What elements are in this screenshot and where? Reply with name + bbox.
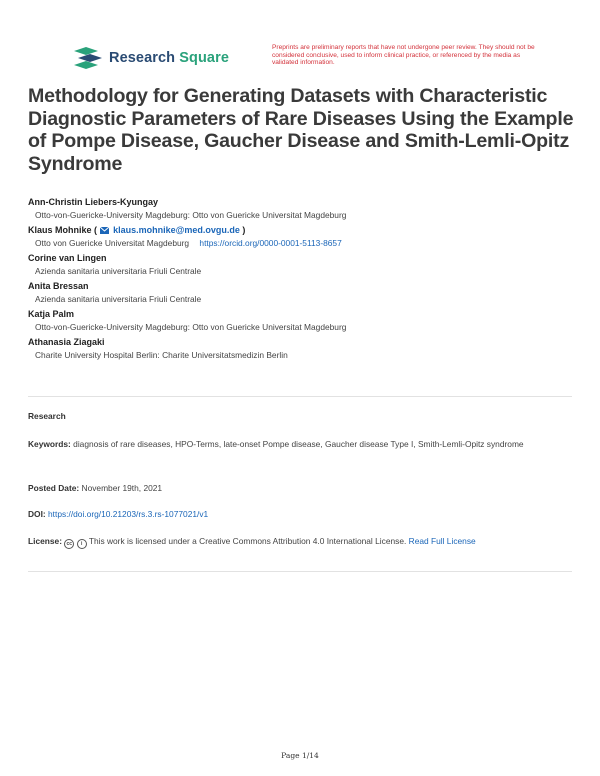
author-entry	[28, 280, 578, 306]
paper-title: Methodology for Generating Datasets with Characteristic Diagnostic Parameters of Rare Diseases Using the Example of Pompe Disease, Gaucher Disease and Smith-Lemli-Opitz Syndrome	[28, 85, 574, 175]
keywords	[28, 438, 576, 451]
license-text: This work is licensed under a Creative Commons Attribution 4.0 International License.	[88, 536, 407, 546]
author-name: Ann-Christin Liebers-Kyungay	[28, 197, 159, 207]
author-email-link[interactable]: klaus.mohnike@med.ovgu.de	[113, 225, 240, 235]
author-affiliation: Charite University Hospital Berlin: Charite Universitatsmedizin Berlin	[35, 350, 288, 360]
author-name: Anita Bressan	[28, 281, 89, 291]
author-affiliation: Azienda sanitaria universitaria Friuli Centrale	[35, 294, 202, 304]
cc-icon: cc	[64, 539, 74, 549]
author-affiliation: Otto-von-Guericke-University Magdeburg: Otto von Guericke Universitat Magdeburg	[35, 210, 347, 220]
logo-text-research: Research	[109, 50, 176, 66]
page-number: Page 1/14	[281, 751, 319, 760]
author-name: Katja Palm	[28, 309, 75, 319]
author-name: Athanasia Ziagaki	[28, 337, 105, 347]
license-label: License:	[28, 536, 62, 546]
by-icon: i	[77, 539, 87, 549]
author-name-line	[28, 224, 578, 237]
orcid-link[interactable]: https://orcid.org/0000-0001-5113-8657	[199, 238, 342, 248]
author-affiliation-line	[35, 237, 578, 250]
doi	[28, 508, 576, 521]
research-square-logo-icon	[74, 47, 102, 69]
author-affiliation: Otto von Guericke Universitat Magdeburg	[35, 238, 190, 248]
logo-text	[109, 50, 229, 66]
author-name: Klaus Mohnike	[28, 225, 92, 235]
posted-date-value: November 19th, 2021	[81, 483, 163, 493]
doi-link[interactable]: https://doi.org/10.21203/rs.3.rs-1077021/v1	[48, 509, 209, 519]
author-name: Corine van Lingen	[28, 253, 107, 263]
email-paren-close: )	[242, 225, 246, 235]
email-paren-open: (	[94, 225, 98, 235]
article-type	[28, 410, 576, 423]
divider	[28, 571, 572, 572]
read-full-license-link[interactable]: Read Full License	[408, 536, 476, 546]
divider	[28, 396, 572, 397]
posted-date	[28, 482, 576, 495]
envelope-icon	[100, 227, 109, 234]
author-entry	[28, 224, 578, 250]
keywords-label: Keywords:	[28, 439, 71, 449]
author-entry	[28, 252, 578, 278]
research-square-logo[interactable]	[74, 47, 229, 69]
author-entry	[28, 196, 578, 222]
author-list	[28, 196, 578, 364]
author-affiliation: Azienda sanitaria universitaria Friuli Centrale	[35, 266, 202, 276]
header	[74, 44, 534, 76]
logo-text-square: Square	[179, 50, 229, 66]
posted-date-label: Posted Date:	[28, 483, 80, 493]
preprint-notice: Preprints are preliminary reports that have not undergone peer review. They should not be considered conclusive, used to inform clinical practice, or referenced by the media as validated information.	[272, 44, 535, 67]
author-entry	[28, 336, 578, 362]
author-affiliation: Otto-von-Guericke-University Magdeburg: Otto von Guericke Universitat Magdeburg	[35, 322, 347, 332]
author-entry	[28, 308, 578, 334]
article-type-label: Research	[28, 411, 66, 421]
license	[28, 535, 576, 549]
doi-label: DOI:	[28, 509, 46, 519]
keywords-text: diagnosis of rare diseases, HPO-Terms, late-onset Pompe disease, Gaucher disease Type I, Smith-Lemli-Opitz syndrome	[73, 439, 524, 449]
